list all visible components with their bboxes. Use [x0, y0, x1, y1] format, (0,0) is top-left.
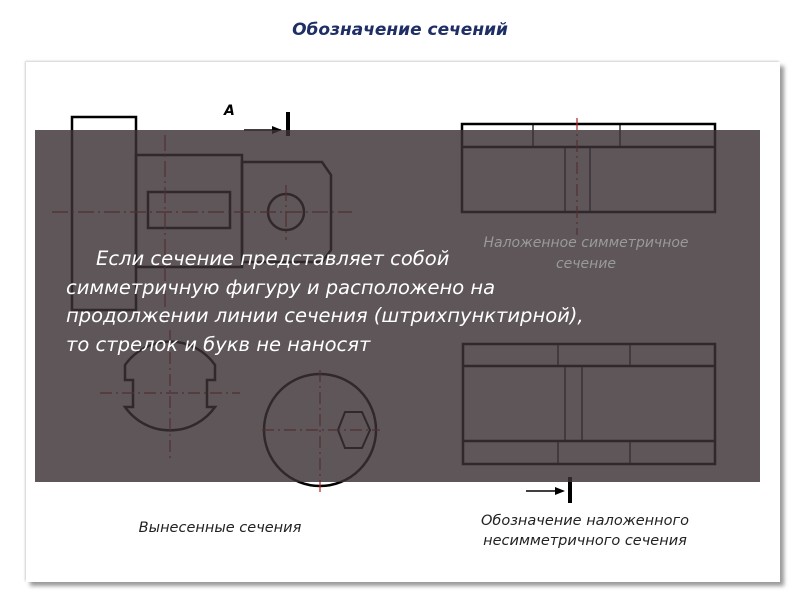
- caption-removed-sections: Вынесенные сечения: [138, 520, 302, 536]
- caption-asymmetric-designation: [440, 511, 730, 551]
- caption-asymmetric-line2: несимметричного сечения: [483, 533, 687, 549]
- caption-asymmetric-line1: Обозначение наложенного: [480, 513, 690, 529]
- caption-symmetric-line2: сечение: [555, 256, 617, 272]
- overlay-statement: [66, 245, 726, 359]
- section-letter-a: А: [224, 103, 235, 119]
- overlay-line-3: продолжении линии сечения (штрихпунктирной),: [66, 304, 584, 327]
- slide-title: Обозначение сечений: [292, 20, 508, 40]
- overlay-line-2: симметричную фигуру и расположено на: [66, 275, 496, 299]
- overlay-line-4: то стрелок и букв не наносят: [66, 332, 371, 356]
- caption-symmetric-line1: Наложенное симметричное: [483, 235, 689, 251]
- overlay-line-1: Если сечение представляет собой: [96, 247, 450, 270]
